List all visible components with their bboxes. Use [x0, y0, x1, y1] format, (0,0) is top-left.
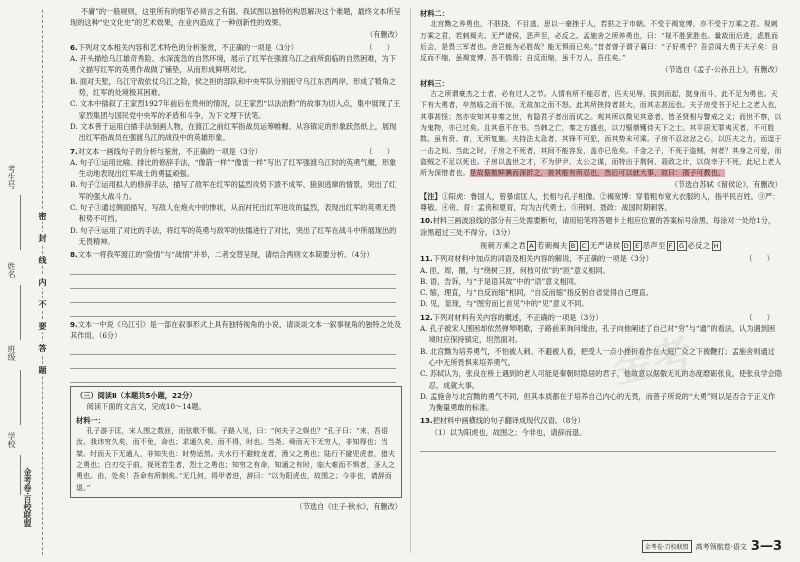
seal-char: 不 [38, 300, 47, 308]
q12-answer-bracket[interactable]: （ ） [745, 312, 774, 322]
question-6 [70, 42, 402, 144]
right-column [420, 6, 782, 452]
material3-text [420, 89, 782, 179]
q7-answer-bracket[interactable]: （ ） [365, 146, 394, 156]
class-line [20, 370, 21, 425]
material2-text: 北宫黝之养勇也，不肤挠，不目逃，思以一豪挫于人，若挞之于市朝。不受于褐宽博，亦不受于万乘之君。视刺万乘之君，若刺褐夫。无严诸侯，恶声至，必反之。孟施舍之所养勇也，曰：“视不胜犹胜也。量敌而后进，虑胜而后会，是畏三军者也。舍岂能为必胜哉？能无惧而已矣。”昔者曾子谓子襄曰：“子好勇乎？吾尝闻大勇于夫子矣：自反而不缩，虽褐宽博，吾不惴焉；自反而缩，虽千万人，吾往矣。” [420, 20, 779, 63]
q11-option-d: D. 见，显现，与“图穷而匕首见”中的“见”意义不同。 [420, 299, 589, 309]
answer-line[interactable] [70, 261, 396, 275]
question-8 [70, 249, 402, 316]
q8-number: 8. [70, 250, 78, 260]
q11-stem: 下列对材料中加点的词语及相关内容的解说，不正确的一项是（3分） [432, 254, 653, 264]
question-11 [420, 253, 782, 309]
q12-stem: 下列对材料有关内容的概述，不正确的一项是（3分） [432, 312, 603, 322]
q12-number: 12. [420, 312, 433, 322]
material3-body: 古之所谓豪杰之士者，必有过人之节。人情有所不能忍者，匹夫见辱，拔剑而起，挺身而斗，此不足为勇也。天下有大勇者，卒然临之而不惊，无故加之而不怒。此其所挟持者甚大，而其志甚远也。夫子房受书于圮上之老人也，其事甚怪；然亦安知其非秦之世，有隐君子者出而试之。观其所以微见其意者，皆圣贤相与警戒之义；而世不察，以为鬼物，亦已过矣。且其意不在书。当韩之亡，秦之方盛也，以刀锯鼎镬待天下之士。其平居无罪夷灭者，不可胜数。虽有贲、育，无所复施。夫持法太急者，其锋不可犯，而其势未可乘。子房不忍忿忿之心，以匹夫之力，而逞于一击之间。当此之时，子房之不死者，其间不能容发，盖亦已危矣。千金之子，不死于盗贼，何者？其身之可爱，而盗贼之不足以死也。子房以盖世之才，不为伊尹、太公之谋，而特出于荆轲、聂政之计，以侥幸于不死，此圮上老人所为深惜者也。 [420, 90, 782, 178]
q6-option-d: D. 文本善于运用白描手法刻画人物，在渡江之前红军指战员运筹帷幄、从容镇定的形象跃然纸上，展现出红军指战员在强渡乌江的战役中的英雄形象。 [70, 121, 397, 143]
seal-char: 线 [38, 256, 47, 264]
material3-highlighted-sentence: 是故倨傲鲜腆而深折之，彼其能有所忍也，然后可以就大事，故曰：孺子可教也。 [469, 169, 725, 178]
sentence-part: 若刺褐夫 [537, 240, 568, 250]
column-divider [410, 8, 411, 553]
q12-option-b: B. 北宫黝为培养勇气，不怕被人刺、不避被人看，把受人一点小挫折看作在大庭广众之下被鞭打；孟施舍则通过心中无所畏惧来培养勇气。 [420, 346, 775, 367]
q8-stem: 文本一将我军渡江的“险情”与“战情”并举，二者交替呈现，请结合两则文本简要分析。（4分） [77, 250, 374, 260]
q6-answer-bracket[interactable]: （ ） [365, 42, 394, 52]
material3-source: （节选自苏轼《留侯论》，有删改） [670, 180, 782, 190]
q9-number: 9. [70, 319, 78, 329]
q7-stem: 对文本一画线句子的分析与鉴赏，不正确的一项是（3分） [77, 146, 262, 156]
answer-line[interactable] [420, 438, 776, 452]
q7-option-c: C. 句子③通过侧面描写，写敌人在炮火中的惨状，从而衬托出红军进攻的猛烈，表现出红军的英勇无畏和势不可挡。 [70, 203, 397, 224]
question-7 [70, 146, 402, 248]
footer-title: 高考领航卷·语文 [695, 542, 747, 551]
q7-number: 7. [70, 146, 78, 156]
binding-margin [0, 0, 62, 562]
material3-title: 材料三： [420, 78, 449, 88]
q12-option-d: D. 孟施舍与北宫黝的勇气不同，但其本质都在于培养自己内心的无畏，而曾子所说的“大勇”则以是否合于正义作为衡量勇敢的标准。 [420, 391, 776, 413]
section3-title: （三）阅读Ⅱ（本题共5小题，22分） [76, 391, 197, 401]
watermark: 金考 [608, 331, 697, 393]
note-tag: 【注】 [420, 191, 442, 201]
answer-line[interactable] [70, 303, 396, 317]
q11-option-b: B. 语，告诉，与“于是语其故”中的“语”意义相同。 [420, 276, 582, 286]
q11-option-a: A. 匝，周，圈，与“绕树三匝，何枝可依”的“匝”意义相同。 [420, 265, 610, 275]
break-box[interactable]: D [623, 241, 630, 250]
seal-char: 内 [38, 278, 47, 286]
name-label: 姓名 [7, 262, 16, 278]
q11-number: 11. [420, 254, 433, 264]
q11-option-c: C. 缩，理直，与“自反而缩”相同，“自反而缩”指反躬自省觉得自己理直。 [420, 288, 653, 298]
q6-option-c: C. 文本中插叙了王家烈1927年前后在贵州的情况，以王家烈“以法治黔”的故事为切入点，集中展现了王家烈集团与国民党中央军的矛盾和斗争，为下文埋下伏笔。 [70, 99, 401, 120]
q11-answer-bracket[interactable]: （ ） [745, 254, 774, 264]
brand-logo: 金考卷·百校联盟 [642, 540, 692, 553]
q13-stem: 把材料中画横线的句子翻译成现代汉语。（8分） [432, 416, 585, 426]
brand-label: 金考卷·百校联盟 [23, 468, 32, 528]
answer-line[interactable] [70, 289, 396, 303]
q10-sentence [420, 240, 782, 251]
question-13 [420, 415, 782, 452]
material2-title: 材料二： [420, 9, 449, 18]
seal-char: 密 [38, 212, 47, 220]
sentence-part: 必反之 [687, 240, 711, 250]
break-box[interactable]: F [668, 241, 674, 250]
note-text: ①阳虎：鲁国人，曾暴虐匡人，长相与孔子相像。②褐宽博：穿着粗布宽大衣服的人，指平民百姓。③严：尊敬。④贲、育：孟贲和夏育，均为古代勇士。⑤荆轲、聂政：战国时期刺客。 [420, 191, 780, 213]
name-line [20, 285, 21, 340]
seal-char: 要 [38, 322, 47, 330]
q13-number: 13. [420, 416, 433, 426]
question-10 [420, 215, 782, 251]
exam-no-label: 考生号 [7, 165, 16, 189]
q7-option-b: B. 句子②运用拟人的修辞手法，描写了敌军在红军的猛烈攻势下溃不成军、狼狈逃窜的情景，突出了红军的强大战斗力。 [70, 180, 397, 201]
answer-line[interactable] [70, 341, 396, 355]
seal-char: 答 [38, 344, 47, 352]
q12-option-a: A. 孔子被宋人围困却依然弹琴唱歌，子路前来询问缘由，孔子向他阐述了自己对“穷”与“通”的看法，认为遇到困境时应保持镇定，坦然面对。 [420, 324, 776, 345]
q7-option-a: A. 句子①运用比喻、排比的修辞手法，“像箭一样”“像雷一样”写出了红军强渡乌江时的英勇气概，形象生动地表现出红军战士的勇猛顽强。 [70, 157, 397, 179]
intro-source: （有删改） [366, 29, 402, 39]
answer-line[interactable] [70, 275, 396, 289]
q6-option-b: B. 面对天堑，乌江守敌依仗乌江之险，侯之担的部队和中央军队分别扼守乌江东西两岸，形成了犄角之势，红军的处境极其困难。 [70, 76, 397, 98]
page-footer [642, 539, 782, 554]
page-number: 3—3 [750, 539, 782, 554]
q6-option-a: A. 开头描绘乌江雄奇秀险、水深流急的自然环境，展示了红军在强渡乌江之前所面临的自然困难，为下文描写红军的英勇作战做了铺垫，从而形成鲜明对比。 [70, 54, 397, 75]
question-9 [70, 319, 402, 384]
material1-source: （节选自《庄子·秋水》，有删改） [295, 501, 402, 511]
question-12 [420, 312, 782, 414]
intro-text: 不庸”的一般规则，这里所有的细节必须言之有据。我试图以独特的构思解决这个难题，最终文本所呈现的这种“史文化史”的艺术效果，在业内造成了一种创新性的效果。 [70, 7, 401, 28]
answer-line[interactable] [70, 355, 396, 369]
seal-char: 题 [38, 366, 47, 374]
exam-no-line [20, 195, 21, 250]
break-box[interactable]: G [679, 241, 685, 250]
material1-title: 材料一： [76, 415, 105, 425]
sentence-part: 无严诸侯 [589, 240, 621, 250]
seal-char: 封 [38, 234, 47, 242]
q6-number: 6. [70, 42, 78, 52]
reading-section-3 [70, 386, 402, 498]
material1-text: 孔子游于匡，宋人围之数匝，而弦歌不惙。子路入见，曰：“何夫子之娱也？”孔子曰：“来，吾语汝。我讳穷久矣，而不免，命也；求通久矣，而不得，时也。当尧、舜而天下无穷人，非知得也；当桀、纣而天下无通人，非知失也：时势适然。夫水行不避蛟龙者，渔父之勇也；陆行不避兕虎者，猎夫之勇也；白刃交于前，视死若生者，烈士之勇也；知穷之有命，知通之有时，临大难而不惧者，圣人之勇也。由，处矣！吾命有所制矣。”无几何，将甲者进，辞曰：“以为阳虎也，故围之；今非也，请辞而退。” [76, 427, 396, 492]
break-box[interactable]: B [570, 241, 576, 250]
school-label: 学校 [7, 432, 16, 448]
q9-stem: 文本一中说《乌江引》是一部在叙事形式上具有独特视角的小说，请谈谈文本一叙事视角的独特之处及其作用。（6分） [70, 319, 402, 340]
q10-stem: 材料三画波浪线的部分有三处需要断句，请用铅笔将答题卡上相应位置的答案标号涂黑，每涂对一处给1分，涂黑超过三处不得分。（3分） [420, 216, 776, 237]
sentence-part: 视刺万乘之君 [479, 240, 527, 250]
sentence-part: 恶声至 [642, 240, 666, 250]
left-column [70, 6, 402, 512]
break-box[interactable]: A [529, 241, 535, 250]
answer-line[interactable] [70, 369, 396, 383]
class-label: 班级 [7, 345, 16, 361]
material2-source: （节选自《孟子·公孙丑上》，有删改） [661, 65, 782, 75]
q13-sub-1: （1）以为阳虎也，故围之；今非也，请辞而退。 [430, 427, 587, 437]
q12-option-c: C. 苏轼认为，张良在桥上遇到的老人可能是秦朝时隐居的君子，他故意以倨傲无礼的态度磨砺张良，使张良学会隐忍，成就大事。 [420, 369, 783, 390]
break-box[interactable]: H [713, 241, 720, 250]
q7-option-d: D. 句子④运用了对比的手法，将红军的英勇与敌军的怯懦进行了对比，突出了红军在战斗中所展现出的无畏精神。 [70, 225, 397, 246]
q10-number: 10. [420, 216, 433, 226]
break-box[interactable]: C [581, 241, 587, 250]
break-box[interactable]: E [635, 241, 640, 250]
section3-instruction: 阅读下面的文言文，完成10～14题。 [86, 402, 206, 412]
school-line [20, 455, 21, 495]
annotation-note [420, 191, 782, 214]
q6-stem: 下列对文本相关内容和艺术特色的分析鉴赏，不正确的一项是（3分） [77, 42, 298, 52]
